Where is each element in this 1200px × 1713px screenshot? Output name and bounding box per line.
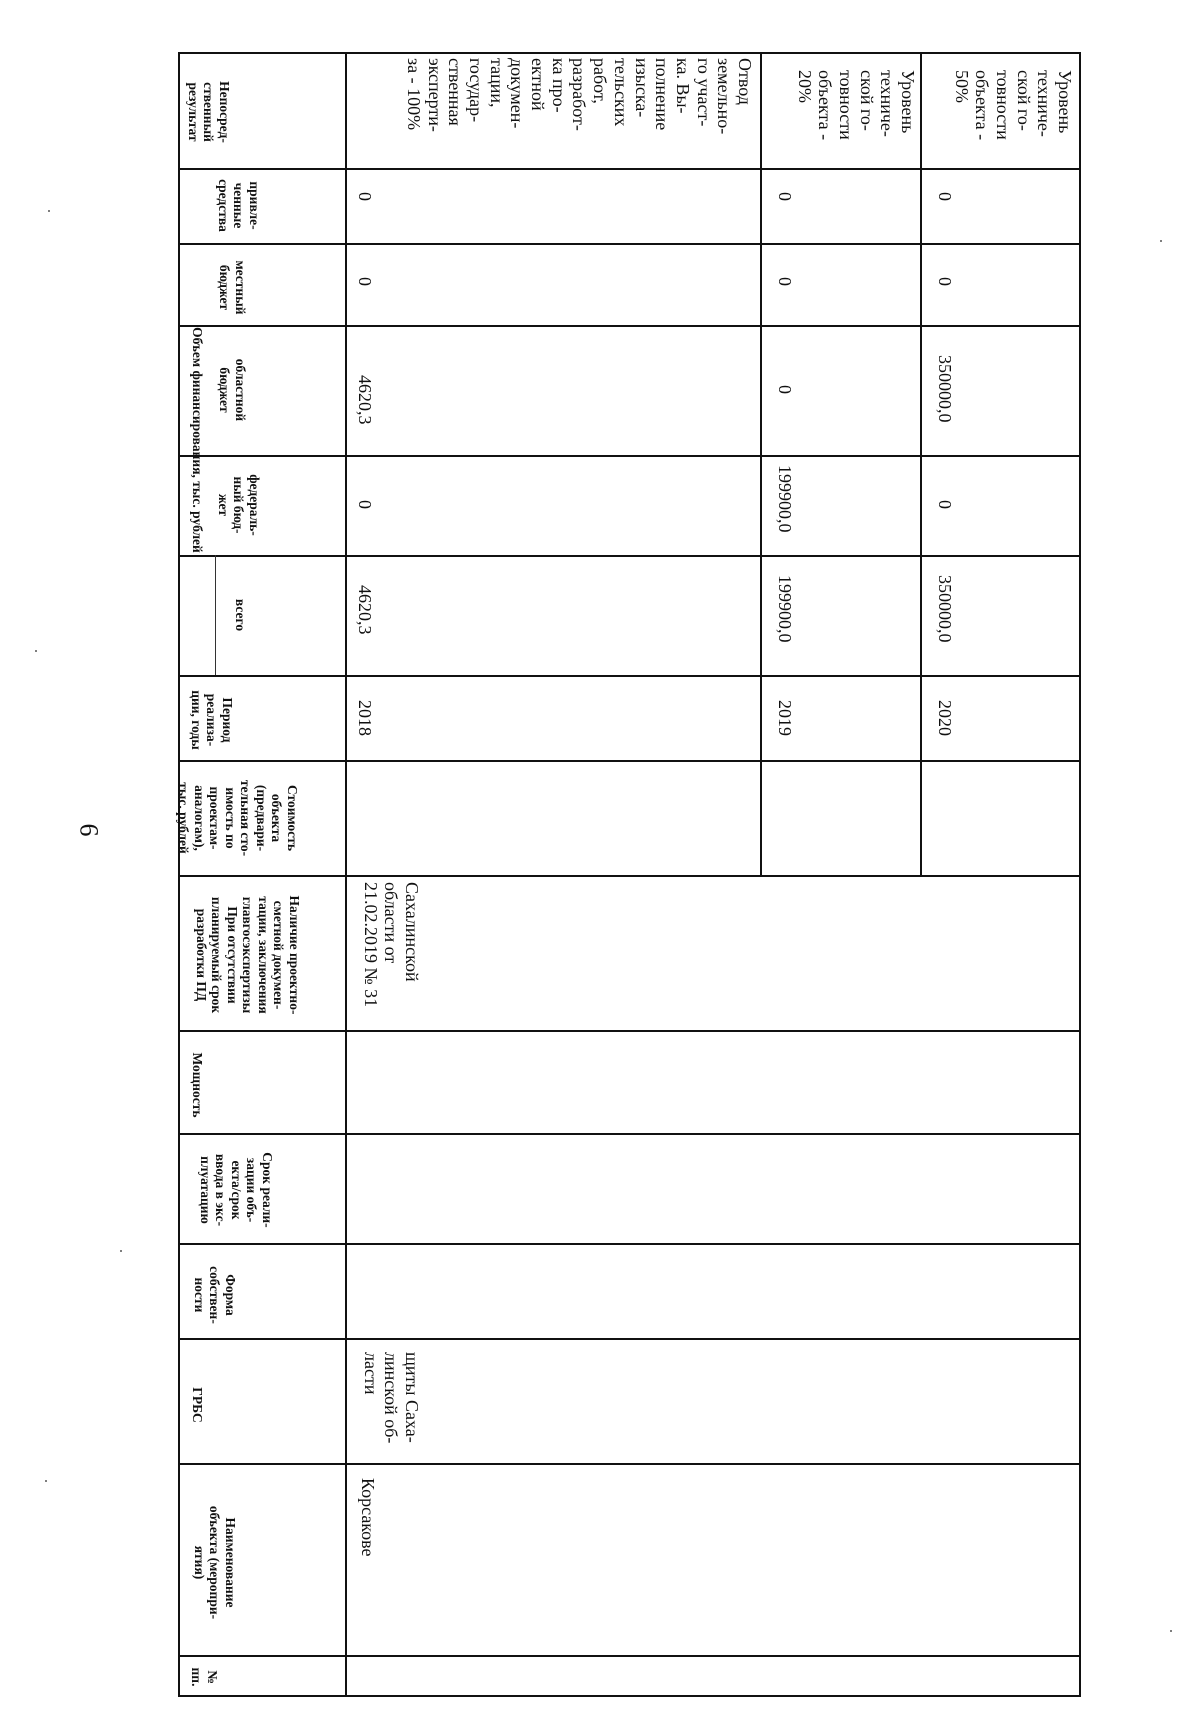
header-term: Срок реали- зации объ- екта/срок ввода в экс- плуатацию (197, 1152, 275, 1228)
grid-line (178, 760, 1081, 762)
scan-speck (35, 650, 37, 652)
grid-line (178, 1655, 1081, 1657)
grid-line (178, 1338, 1081, 1340)
scan-speck (48, 210, 50, 212)
header-result: Непосред- ственный результат (185, 81, 232, 143)
row1-federal: 0 (355, 500, 375, 509)
grid-line (178, 168, 1081, 170)
header-period: Период реализа- ции, годы (188, 690, 235, 750)
row2-attracted: 0 (775, 192, 795, 201)
row3-federal: 0 (935, 500, 955, 509)
header-num: № пп. (189, 1667, 220, 1687)
grid-line (215, 555, 216, 675)
header-federal: федераль- ный бюд- жет (215, 474, 262, 536)
row2-federal: 199900,0 (775, 465, 795, 533)
object-design-docs: Сахалинской области от 21.02.2019 № 31 (360, 882, 422, 1008)
row3-regional: 350000,0 (935, 355, 955, 423)
row1-local: 0 (355, 277, 375, 286)
object-grbs: щиты Саха- линской об- ласти (360, 1352, 422, 1444)
header-cost: Стоимость объекта (предвари- тельная сто- имость по проектам- аналогам), тыс. рублей (176, 779, 300, 857)
page-number: 6 (74, 823, 104, 837)
row2-local: 0 (775, 277, 795, 286)
row-divider (920, 52, 922, 877)
row2-period: 2019 (775, 700, 795, 736)
row2-total: 199900,0 (775, 575, 795, 643)
grid-line (178, 1030, 1081, 1032)
grid-line (178, 1463, 1081, 1465)
header-ownership: Форма собствен- ности (191, 1266, 238, 1324)
header-local: местный бюджет (217, 260, 248, 315)
header-regional: областной бюджет (217, 358, 248, 422)
header-total: всего (233, 598, 248, 632)
row2-result: Уровень техниче- ской го- товности объекта - 20% (794, 70, 918, 141)
header-capacity: Мощность (190, 1052, 205, 1118)
row1-total: 4620,3 (355, 585, 375, 635)
row1-result: Отвод земельно- го участ- ка. Вы- полнение изыска- тельских работ, разработ- ка про- ектной докумен- тации, государ- ственная эксперти- за - 100% (404, 58, 755, 135)
scan-speck (1160, 240, 1162, 242)
header-attracted: привле- ченные средства (215, 179, 262, 232)
header-grbs: ГРБС (190, 1387, 205, 1423)
grid-line (178, 555, 1081, 557)
grid-line (178, 1243, 1081, 1245)
row3-result: Уровень техниче- ской го- товности объекта - 50% (951, 70, 1075, 141)
header-divider (345, 52, 347, 1697)
row1-regional: 4620,3 (355, 375, 375, 425)
grid-line (178, 1133, 1081, 1135)
grid-line (178, 325, 1081, 327)
scan-speck (45, 1480, 47, 1482)
row3-local: 0 (935, 277, 955, 286)
grid-line (178, 455, 1081, 457)
row2-regional: 0 (775, 385, 795, 394)
row3-period: 2020 (935, 700, 955, 736)
header-financing: Объем финансирования, тыс. рублей (190, 327, 205, 553)
row1-period: 2018 (355, 700, 375, 736)
row-divider (760, 52, 762, 877)
header-design-docs: Наличие проектно- сметной докумен- тации, заключения главгосэкспертизы При отсутствии планируемый срок разработки ПД (193, 895, 302, 1015)
scan-speck (1170, 1630, 1172, 1632)
grid-line (178, 675, 1081, 677)
row1-attracted: 0 (355, 192, 375, 201)
grid-line (178, 875, 1081, 877)
grid-line (178, 243, 1081, 245)
scan-speck (120, 1250, 122, 1252)
object-name: Корсакове (358, 1478, 378, 1557)
header-name: Наименование объекта (меропри- ятия) (191, 1505, 238, 1620)
row3-total: 350000,0 (935, 575, 955, 643)
row3-attracted: 0 (935, 192, 955, 201)
